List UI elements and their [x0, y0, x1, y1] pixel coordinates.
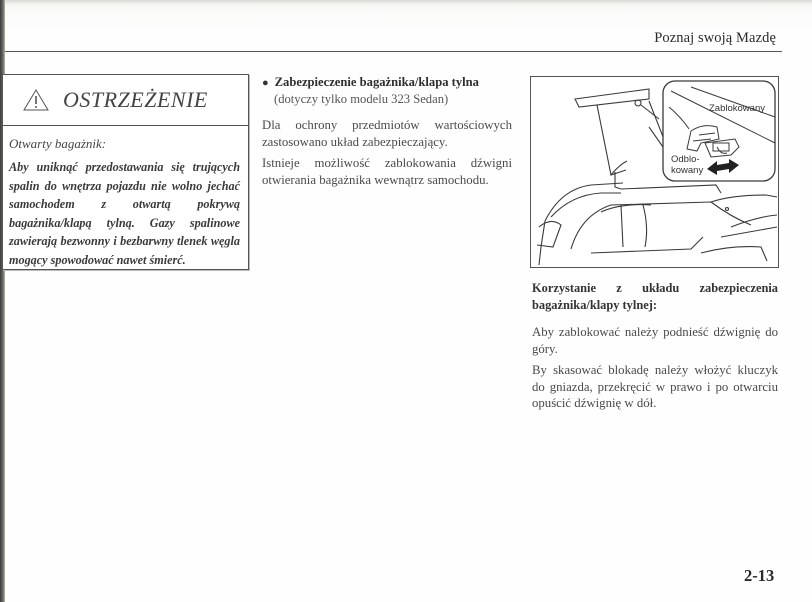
middle-column [262, 74, 512, 188]
warning-body [3, 126, 248, 270]
paragraph: By skasować blokadę należy włożyć kluczyk do gniazda, przekręcić w prawo i po otwarciu opuścić dźwignię w dół. [532, 363, 778, 410]
bullet-heading [262, 74, 512, 91]
label-unlocked-2: kowany [671, 165, 704, 176]
paragraph: Aby zablokować należy podnieść dźwignię do góry. [532, 325, 778, 356]
scan-top-edge [0, 0, 812, 4]
warning-text: Aby uniknąć przedostawania się trujących spalin do wnętrza pojazdu nie wolno jechać samochodem z otwartą pokrywą bagażnika/klapą tylną. Gazy spalinowe zawierają bezwonny i bezbarwny tlenek węgla mogący spowodować nawet śmierć. [9, 160, 240, 267]
label-locked: Zablokowany [709, 103, 765, 114]
warning-title: OSTRZEŻENIE [63, 87, 208, 112]
section-title: Poznaj swoją Mazdę [654, 30, 776, 46]
right-column [532, 280, 778, 412]
warning-box [2, 74, 249, 270]
usage-heading: Korzystanie z układu zabezpieczenia bagażnika/klapy tylnej: [532, 281, 778, 312]
bullet-subtitle: (dotyczy tylko modelu 323 Sedan) [274, 92, 449, 106]
bullet-title: Zabezpieczenie bagażnika/klapa tylna [274, 75, 479, 89]
label-unlocked-1: Odblo- [671, 154, 700, 165]
paragraph: Istnieje możliwość zablokowania dźwigni otwierania bagażnika wewnątrz samochodu. [262, 156, 512, 187]
paragraph: Dla ochrony przedmiotów wartościowych zastosowano układ zabezpieczający. [262, 118, 512, 149]
page-number: 2-13 [744, 566, 775, 585]
trunk-lock-illustration [530, 76, 779, 268]
warning-subtitle: Otwarty bagażnik: [9, 136, 107, 151]
bullet-icon: ● [262, 77, 269, 89]
warning-header [3, 75, 248, 126]
warning-triangle-icon [23, 89, 49, 111]
header-rule [5, 51, 782, 52]
